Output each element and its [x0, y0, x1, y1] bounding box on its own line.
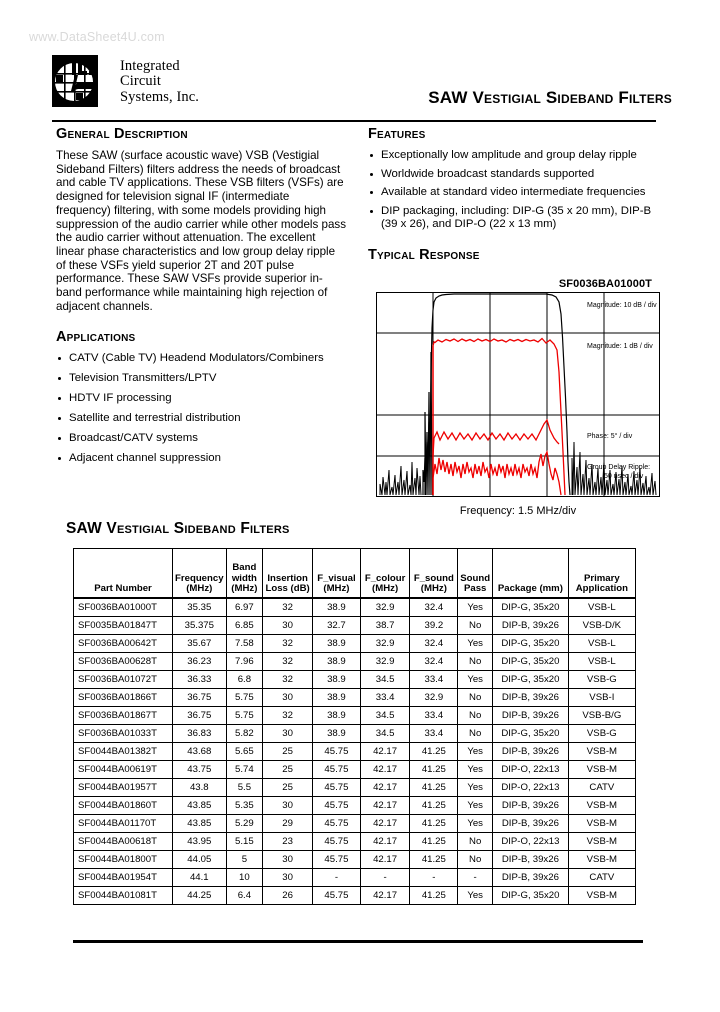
cell-frequency: 43.85 — [173, 797, 227, 815]
cell-package: DIP-G, 35x20 — [493, 725, 569, 743]
col-header-primary-application: Primary Application — [568, 549, 635, 599]
left-column — [56, 126, 346, 472]
cell-bandwidth: 5.5 — [226, 779, 263, 797]
cell-sound-pass: No — [458, 653, 493, 671]
cell-f-visual: 45.75 — [313, 779, 361, 797]
cell-f-colour: 42.17 — [360, 833, 410, 851]
cell-part-number: SF0035BA01847T — [74, 617, 173, 635]
cell-f-colour: 32.9 — [360, 635, 410, 653]
cell-insertion-loss: 30 — [263, 851, 313, 869]
table-row — [74, 833, 636, 851]
cell-frequency: 43.8 — [173, 779, 227, 797]
cell-sound-pass: No — [458, 689, 493, 707]
chart-label-group-delay: Group Delay Ripple: — [587, 464, 651, 471]
cell-f-sound: 33.4 — [410, 725, 458, 743]
cell-f-visual: 38.9 — [313, 689, 361, 707]
specifications-table — [73, 548, 636, 905]
cell-package: DIP-O, 22x13 — [493, 761, 569, 779]
cell-insertion-loss: 32 — [263, 635, 313, 653]
chart-part-label: SF0036BA01000T — [558, 278, 652, 290]
cell-bandwidth: 5.74 — [226, 761, 263, 779]
table-row — [74, 743, 636, 761]
chart-label-magnitude-10db: Magnitude: 10 dB / div — [587, 302, 657, 309]
cell-f-visual: 45.75 — [313, 815, 361, 833]
cell-f-sound: 41.25 — [410, 743, 458, 761]
cell-insertion-loss: 32 — [263, 707, 313, 725]
cell-frequency: 44.05 — [173, 851, 227, 869]
cell-f-visual: 32.7 — [313, 617, 361, 635]
document-title: SAW Vestigial Sideband Filters — [428, 88, 672, 107]
cell-sound-pass: Yes — [458, 779, 493, 797]
cell-insertion-loss: 30 — [263, 869, 313, 887]
col-header-frequency: Frequency (MHz) — [173, 549, 227, 599]
cell-frequency: 35.375 — [173, 617, 227, 635]
cell-f-sound: 32.9 — [410, 689, 458, 707]
header-divider — [52, 120, 656, 122]
cell-bandwidth: 5.75 — [226, 689, 263, 707]
cell-part-number: SF0036BA01000T — [74, 598, 173, 617]
cell-package: DIP-O, 22x13 — [493, 779, 569, 797]
cell-insertion-loss: 25 — [263, 743, 313, 761]
cell-frequency: 43.85 — [173, 815, 227, 833]
company-name — [120, 59, 199, 105]
cell-frequency: 36.23 — [173, 653, 227, 671]
cell-part-number: SF0044BA01957T — [74, 779, 173, 797]
cell-f-colour: 34.5 — [360, 725, 410, 743]
cell-primary-application: CATV — [568, 779, 635, 797]
cell-f-colour: 34.5 — [360, 707, 410, 725]
list-item: Available at standard video intermediate frequencies — [368, 186, 660, 199]
cell-package: DIP-B, 39x26 — [493, 851, 569, 869]
table-row — [74, 598, 636, 617]
cell-sound-pass: No — [458, 617, 493, 635]
col-header-sound-pass: Sound Pass — [458, 549, 493, 599]
cell-f-colour: 42.17 — [360, 743, 410, 761]
watermark-text: www.DataSheet4U.com — [29, 30, 165, 44]
cell-sound-pass: Yes — [458, 887, 493, 905]
company-line-3: Systems, Inc. — [120, 88, 200, 105]
cell-bandwidth: 5.15 — [226, 833, 263, 851]
list-item: Satellite and terrestrial distribution — [56, 412, 346, 425]
cell-f-sound: 33.4 — [410, 671, 458, 689]
features-list — [368, 149, 660, 231]
col-header-f-colour: F_colour (MHz) — [360, 549, 410, 599]
cell-f-sound: 41.25 — [410, 833, 458, 851]
cell-f-colour: 32.9 — [360, 653, 410, 671]
cell-sound-pass: Yes — [458, 761, 493, 779]
cell-primary-application: VSB-L — [568, 635, 635, 653]
spec-table-title: SAW Vestigial Sideband Filters — [66, 520, 290, 537]
cell-part-number: SF0036BA01866T — [74, 689, 173, 707]
cell-primary-application: VSB-L — [568, 653, 635, 671]
applications-heading: Applications — [56, 329, 136, 346]
company-line-1: Integrated — [120, 58, 180, 74]
cell-part-number: SF0044BA00618T — [74, 833, 173, 851]
list-item: Adjacent channel suppression — [56, 452, 346, 465]
cell-f-visual: 38.9 — [313, 671, 361, 689]
cell-sound-pass: Yes — [458, 671, 493, 689]
cell-f-colour: 42.17 — [360, 851, 410, 869]
chart-label-magnitude-1db: Magnitude: 1 dB / div — [587, 343, 653, 350]
cell-f-sound: 41.25 — [410, 851, 458, 869]
cell-f-colour: 42.17 — [360, 797, 410, 815]
cell-f-colour: 32.9 — [360, 598, 410, 617]
cell-package: DIP-G, 35x20 — [493, 653, 569, 671]
typical-response-chart — [376, 278, 660, 517]
cell-primary-application: VSB-B/G — [568, 707, 635, 725]
features-heading: Features — [368, 126, 426, 142]
cell-insertion-loss: 32 — [263, 671, 313, 689]
cell-f-sound: 33.4 — [410, 707, 458, 725]
company-line-2: Circuit — [120, 73, 161, 90]
cell-sound-pass: No — [458, 725, 493, 743]
cell-primary-application: VSB-M — [568, 761, 635, 779]
cell-insertion-loss: 30 — [263, 725, 313, 743]
cell-f-colour: - — [360, 869, 410, 887]
list-item: Television Transmitters/LPTV — [56, 372, 346, 385]
cell-f-visual: 45.75 — [313, 743, 361, 761]
col-header-f-sound: F_sound (MHz) — [410, 549, 458, 599]
cell-insertion-loss: 26 — [263, 887, 313, 905]
cell-frequency: 43.75 — [173, 761, 227, 779]
cell-part-number: SF0044BA01954T — [74, 869, 173, 887]
cell-insertion-loss: 25 — [263, 779, 313, 797]
cell-part-number: SF0044BA00619T — [74, 761, 173, 779]
cell-f-sound: 41.25 — [410, 797, 458, 815]
table-row — [74, 779, 636, 797]
table-row — [74, 671, 636, 689]
cell-sound-pass: Yes — [458, 598, 493, 617]
cell-f-sound: 39.2 — [410, 617, 458, 635]
cell-primary-application: VSB-G — [568, 725, 635, 743]
list-item: DIP packaging, including: DIP-G (35 x 20 mm), DIP-B (39 x 26), and DIP-O (22 x 13 mm) — [368, 205, 660, 231]
cell-primary-application: VSB-L — [568, 598, 635, 617]
cell-insertion-loss: 30 — [263, 689, 313, 707]
right-column — [368, 126, 660, 270]
cell-frequency: 44.25 — [173, 887, 227, 905]
masthead — [52, 55, 672, 117]
cell-package: DIP-B, 39x26 — [493, 689, 569, 707]
cell-insertion-loss: 32 — [263, 598, 313, 617]
cell-part-number: SF0044BA01382T — [74, 743, 173, 761]
cell-f-visual: 38.9 — [313, 725, 361, 743]
chart-frame — [376, 292, 660, 497]
cell-package: DIP-B, 39x26 — [493, 743, 569, 761]
ics-logo — [52, 55, 98, 107]
cell-package: DIP-G, 35x20 — [493, 635, 569, 653]
cell-f-colour: 42.17 — [360, 779, 410, 797]
list-item: Exceptionally low amplitude and group delay ripple — [368, 149, 660, 162]
table-row — [74, 725, 636, 743]
cell-f-visual: 38.9 — [313, 635, 361, 653]
cell-frequency: 43.68 — [173, 743, 227, 761]
cell-bandwidth: 6.85 — [226, 617, 263, 635]
chart-label-phase: Phase: 5° / div — [587, 433, 633, 440]
cell-f-sound: 32.4 — [410, 598, 458, 617]
cell-bandwidth: 5 — [226, 851, 263, 869]
cell-f-visual: 45.75 — [313, 833, 361, 851]
list-item: Worldwide broadcast standards supported — [368, 168, 660, 181]
cell-f-colour: 42.17 — [360, 815, 410, 833]
col-header-part-number: Part Number — [74, 549, 173, 599]
chart-label-group-delay-scale: 50 nsec / div — [604, 473, 644, 480]
cell-bandwidth: 7.96 — [226, 653, 263, 671]
cell-frequency: 36.75 — [173, 707, 227, 725]
cell-sound-pass: No — [458, 851, 493, 869]
cell-sound-pass: - — [458, 869, 493, 887]
cell-bandwidth: 6.8 — [226, 671, 263, 689]
cell-primary-application: VSB-M — [568, 851, 635, 869]
cell-package: DIP-B, 39x26 — [493, 869, 569, 887]
cell-part-number: SF0044BA01170T — [74, 815, 173, 833]
col-header-f-visual: F_visual (MHz) — [313, 549, 361, 599]
table-row — [74, 689, 636, 707]
cell-f-visual: 45.75 — [313, 797, 361, 815]
cell-primary-application: VSB-G — [568, 671, 635, 689]
cell-part-number: SF0044BA01860T — [74, 797, 173, 815]
cell-primary-application: VSB-M — [568, 887, 635, 905]
cell-primary-application: VSB-M — [568, 833, 635, 851]
table-row — [74, 797, 636, 815]
cell-bandwidth: 10 — [226, 869, 263, 887]
cell-part-number: SF0036BA00628T — [74, 653, 173, 671]
table-row — [74, 653, 636, 671]
cell-package: DIP-B, 39x26 — [493, 815, 569, 833]
cell-insertion-loss: 25 — [263, 761, 313, 779]
list-item: CATV (Cable TV) Headend Modulators/Combiners — [56, 352, 346, 365]
cell-f-colour: 42.17 — [360, 761, 410, 779]
cell-bandwidth: 5.75 — [226, 707, 263, 725]
cell-f-visual: 38.9 — [313, 598, 361, 617]
cell-package: DIP-B, 39x26 — [493, 797, 569, 815]
cell-part-number: SF0044BA01081T — [74, 887, 173, 905]
cell-insertion-loss: 30 — [263, 617, 313, 635]
cell-frequency: 43.95 — [173, 833, 227, 851]
cell-package: DIP-O, 22x13 — [493, 833, 569, 851]
table-header-row — [74, 549, 636, 599]
cell-primary-application: VSB-I — [568, 689, 635, 707]
cell-sound-pass: Yes — [458, 797, 493, 815]
footer-divider — [73, 940, 643, 943]
cell-part-number: SF0036BA01072T — [74, 671, 173, 689]
table-row — [74, 869, 636, 887]
cell-f-sound: 41.25 — [410, 815, 458, 833]
cell-bandwidth: 6.97 — [226, 598, 263, 617]
cell-part-number: SF0036BA01867T — [74, 707, 173, 725]
applications-list — [56, 352, 346, 465]
col-header-bandwidth: Band width (MHz) — [226, 549, 263, 599]
cell-package: DIP-G, 35x20 — [493, 598, 569, 617]
table-body — [74, 598, 636, 905]
cell-sound-pass: Yes — [458, 635, 493, 653]
cell-bandwidth: 5.82 — [226, 725, 263, 743]
table-row — [74, 617, 636, 635]
general-description-body: These SAW (surface acoustic wave) VSB (Vestigial Sideband Filters) filters address the needs of broadcast and cable TV applications. These VSB filters (VSFs) are designed for television signal IF (intermediate frequency) filtering, with some models providing high suppression of the audio carrier while other models pass the audio carrier without attenuation. The excellent linear phase characteristics and low group delay ripple of these VSFs yield superior 2T and 20T pulse performance. These SAW VSFs provide superior in-band performance while maintaining high rejection of adjacent channels. — [56, 149, 346, 313]
cell-f-colour: 33.4 — [360, 689, 410, 707]
cell-f-visual: - — [313, 869, 361, 887]
cell-primary-application: VSB-M — [568, 815, 635, 833]
list-item: Broadcast/CATV systems — [56, 432, 346, 445]
table-row — [74, 815, 636, 833]
cell-f-visual: 45.75 — [313, 761, 361, 779]
cell-bandwidth: 5.29 — [226, 815, 263, 833]
cell-package: DIP-B, 39x26 — [493, 617, 569, 635]
cell-f-sound: 41.25 — [410, 779, 458, 797]
cell-primary-application: VSB-M — [568, 743, 635, 761]
table-row — [74, 761, 636, 779]
cell-bandwidth: 5.65 — [226, 743, 263, 761]
table-row — [74, 887, 636, 905]
table-row — [74, 635, 636, 653]
cell-package: DIP-G, 35x20 — [493, 671, 569, 689]
cell-f-sound: 32.4 — [410, 653, 458, 671]
cell-frequency: 36.33 — [173, 671, 227, 689]
chart-x-axis-caption: Frequency: 1.5 MHz/div — [459, 505, 577, 517]
cell-sound-pass: Yes — [458, 815, 493, 833]
cell-frequency: 36.75 — [173, 689, 227, 707]
cell-f-sound: 41.25 — [410, 761, 458, 779]
cell-f-sound: 32.4 — [410, 635, 458, 653]
cell-f-colour: 42.17 — [360, 887, 410, 905]
table-row — [74, 851, 636, 869]
general-description-heading: General Description — [56, 126, 188, 142]
cell-f-visual: 45.75 — [313, 887, 361, 905]
cell-part-number: SF0036BA00642T — [74, 635, 173, 653]
cell-frequency: 36.83 — [173, 725, 227, 743]
cell-bandwidth: 7.58 — [226, 635, 263, 653]
cell-package: DIP-G, 35x20 — [493, 887, 569, 905]
cell-insertion-loss: 23 — [263, 833, 313, 851]
cell-f-sound: 41.25 — [410, 887, 458, 905]
cell-bandwidth: 6.4 — [226, 887, 263, 905]
typical-response-heading: Typical Response — [368, 246, 480, 263]
cell-frequency: 35.67 — [173, 635, 227, 653]
cell-primary-application: VSB-D/K — [568, 617, 635, 635]
col-header-insertion-loss: Insertion Loss (dB) — [263, 549, 313, 599]
cell-f-colour: 34.5 — [360, 671, 410, 689]
cell-f-visual: 38.9 — [313, 653, 361, 671]
cell-primary-application: CATV — [568, 869, 635, 887]
cell-sound-pass: No — [458, 833, 493, 851]
cell-part-number: SF0036BA01033T — [74, 725, 173, 743]
cell-f-visual: 38.9 — [313, 707, 361, 725]
cell-insertion-loss: 32 — [263, 653, 313, 671]
list-item: HDTV IF processing — [56, 392, 346, 405]
cell-sound-pass: Yes — [458, 743, 493, 761]
cell-frequency: 44.1 — [173, 869, 227, 887]
cell-part-number: SF0044BA01800T — [74, 851, 173, 869]
logo-mark-icon — [52, 55, 98, 107]
cell-insertion-loss: 29 — [263, 815, 313, 833]
cell-primary-application: VSB-M — [568, 797, 635, 815]
table-row — [74, 707, 636, 725]
cell-f-sound: - — [410, 869, 458, 887]
col-header-package: Package (mm) — [493, 549, 569, 599]
cell-insertion-loss: 30 — [263, 797, 313, 815]
cell-sound-pass: No — [458, 707, 493, 725]
cell-package: DIP-B, 39x26 — [493, 707, 569, 725]
cell-f-visual: 45.75 — [313, 851, 361, 869]
response-plot-svg — [376, 292, 660, 497]
cell-bandwidth: 5.35 — [226, 797, 263, 815]
cell-frequency: 35.35 — [173, 598, 227, 617]
cell-f-colour: 38.7 — [360, 617, 410, 635]
